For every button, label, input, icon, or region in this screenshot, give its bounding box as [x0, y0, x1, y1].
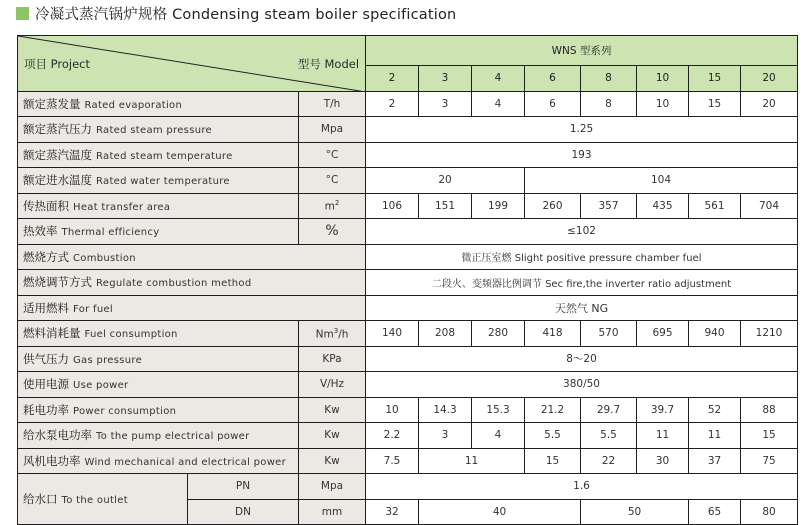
row-label: 额定蒸发量 Rated evaporation — [18, 91, 299, 117]
row-unit: Kw — [299, 448, 366, 474]
row-unit: mm — [299, 499, 366, 525]
cell: 199 — [472, 193, 525, 219]
table-row — [18, 270, 798, 296]
row-label: 燃烧方式 Combustion — [18, 244, 366, 270]
cell: 940 — [689, 321, 741, 347]
cell: 微正压室燃 Slight positive pressure chamber fuel — [366, 244, 798, 270]
corner-header — [18, 36, 366, 92]
row-unit: KPa — [299, 346, 366, 372]
cell: 6 — [525, 91, 581, 117]
table-row — [18, 448, 798, 474]
cell: 106 — [366, 193, 419, 219]
row-label: 给水泵电功率 To the pump electrical power — [18, 423, 299, 449]
cell: 3 — [419, 423, 472, 449]
cell: 4 — [472, 423, 525, 449]
row-label: 供气压力 Gas pressure — [18, 346, 299, 372]
cell: 15.3 — [472, 397, 525, 423]
row-label: 额定蒸汽压力 Rated steam pressure — [18, 117, 299, 143]
cell: 1.6 — [366, 474, 798, 500]
row-unit: V/Hz — [299, 372, 366, 398]
row-label: 风机电功率 Wind mechanical and electrical power — [18, 448, 299, 474]
cell: 7.5 — [366, 448, 419, 474]
cell: ≤102 — [366, 219, 798, 245]
cell: 561 — [689, 193, 741, 219]
cell: 39.7 — [637, 397, 689, 423]
table-row — [18, 244, 798, 270]
series-label: WNS 型系列 — [366, 36, 798, 66]
cell: 75 — [741, 448, 798, 474]
page-title — [16, 2, 456, 24]
cell: 2.2 — [366, 423, 419, 449]
cell: 435 — [637, 193, 689, 219]
cell: 37 — [689, 448, 741, 474]
cell: 32 — [366, 499, 419, 525]
cell: 10 — [366, 397, 419, 423]
green-square-icon — [16, 7, 29, 20]
table-row — [18, 346, 798, 372]
cell: 5.5 — [581, 423, 637, 449]
cell: 704 — [741, 193, 798, 219]
table-row — [18, 117, 798, 143]
table-row — [18, 474, 798, 500]
cell: 1210 — [741, 321, 798, 347]
outlet-pn-label: PN — [188, 474, 299, 500]
title-text: 冷凝式蒸汽锅炉规格 Condensing steam boiler specification — [35, 6, 457, 23]
model-header: 3 — [419, 66, 472, 92]
cell: 10 — [637, 91, 689, 117]
cell: 5.5 — [525, 423, 581, 449]
table-row — [18, 372, 798, 398]
row-label: 热效率 Thermal efficiency — [18, 219, 299, 245]
table-row — [18, 321, 798, 347]
cell: 570 — [581, 321, 637, 347]
model-header: 15 — [689, 66, 741, 92]
cell: 260 — [525, 193, 581, 219]
cell: 11 — [689, 423, 741, 449]
spec-table — [17, 35, 798, 525]
row-unit: Mpa — [299, 117, 366, 143]
row-label: 耗电功率 Power consumption — [18, 397, 299, 423]
cell: 8 — [581, 91, 637, 117]
cell: 29.7 — [581, 397, 637, 423]
table-row — [18, 168, 798, 194]
cell: 4 — [472, 91, 525, 117]
outlet-dn-label: DN — [188, 499, 299, 525]
cell: 15 — [525, 448, 581, 474]
cell: 88 — [741, 397, 798, 423]
row-unit: Nm$^3$/h — [299, 321, 366, 347]
cell: 140 — [366, 321, 419, 347]
cell: 3 — [419, 91, 472, 117]
cell: 11 — [419, 448, 525, 474]
cell: 30 — [637, 448, 689, 474]
table-row — [18, 91, 798, 117]
model-header: 2 — [366, 66, 419, 92]
cell: 8～20 — [366, 346, 798, 372]
cell: 40 — [419, 499, 581, 525]
cell: 695 — [637, 321, 689, 347]
cell: 80 — [741, 499, 798, 525]
table-row — [18, 193, 798, 219]
model-header: 6 — [525, 66, 581, 92]
cell: 14.3 — [419, 397, 472, 423]
table-row — [18, 219, 798, 245]
row-label: 传热面积 Heat transfer area — [18, 193, 299, 219]
cell: 21.2 — [525, 397, 581, 423]
cell: 280 — [472, 321, 525, 347]
cell: 15 — [689, 91, 741, 117]
cell: 20 — [366, 168, 525, 194]
row-label: 燃料消耗量 Fuel consumption — [18, 321, 299, 347]
row-label: 给水口 To the outlet — [18, 474, 188, 525]
row-unit: Kw — [299, 423, 366, 449]
cell: 357 — [581, 193, 637, 219]
row-unit: % — [299, 219, 366, 245]
model-header: 20 — [741, 66, 798, 92]
row-unit: Mpa — [299, 474, 366, 500]
table-row — [18, 295, 798, 321]
row-label: 适用燃料 For fuel — [18, 295, 366, 321]
cell: 22 — [581, 448, 637, 474]
cell: 193 — [366, 142, 798, 168]
model-label: 型号 Model — [297, 57, 360, 71]
row-unit: $m^2$ — [299, 193, 366, 219]
project-label: 项目 Project — [24, 57, 91, 71]
row-label: 燃烧调节方式 Regulate combustion method — [18, 270, 366, 296]
cell: 52 — [689, 397, 741, 423]
cell: 104 — [525, 168, 798, 194]
cell: 15 — [741, 423, 798, 449]
table-row — [18, 423, 798, 449]
header-row-series — [18, 36, 798, 66]
cell: 65 — [689, 499, 741, 525]
model-header: 10 — [637, 66, 689, 92]
row-unit: T/h — [299, 91, 366, 117]
cell: 50 — [581, 499, 689, 525]
cell: 二段火、变频器比例调节 Sec fire,the inverter ratio adjustment — [366, 270, 798, 296]
row-unit: °C — [299, 142, 366, 168]
cell: 418 — [525, 321, 581, 347]
cell: 天然气 NG — [366, 295, 798, 321]
cell: 2 — [366, 91, 419, 117]
cell: 380/50 — [366, 372, 798, 398]
row-label: 使用电源 Use power — [18, 372, 299, 398]
model-header: 4 — [472, 66, 525, 92]
cell: 1.25 — [366, 117, 798, 143]
table-row — [18, 397, 798, 423]
model-header: 8 — [581, 66, 637, 92]
row-label: 额定蒸汽温度 Rated steam temperature — [18, 142, 299, 168]
cell: 208 — [419, 321, 472, 347]
table-row — [18, 142, 798, 168]
row-label: 额定进水温度 Rated water temperature — [18, 168, 299, 194]
row-unit: °C — [299, 168, 366, 194]
cell: 11 — [637, 423, 689, 449]
cell: 151 — [419, 193, 472, 219]
row-unit: Kw — [299, 397, 366, 423]
cell: 20 — [741, 91, 798, 117]
